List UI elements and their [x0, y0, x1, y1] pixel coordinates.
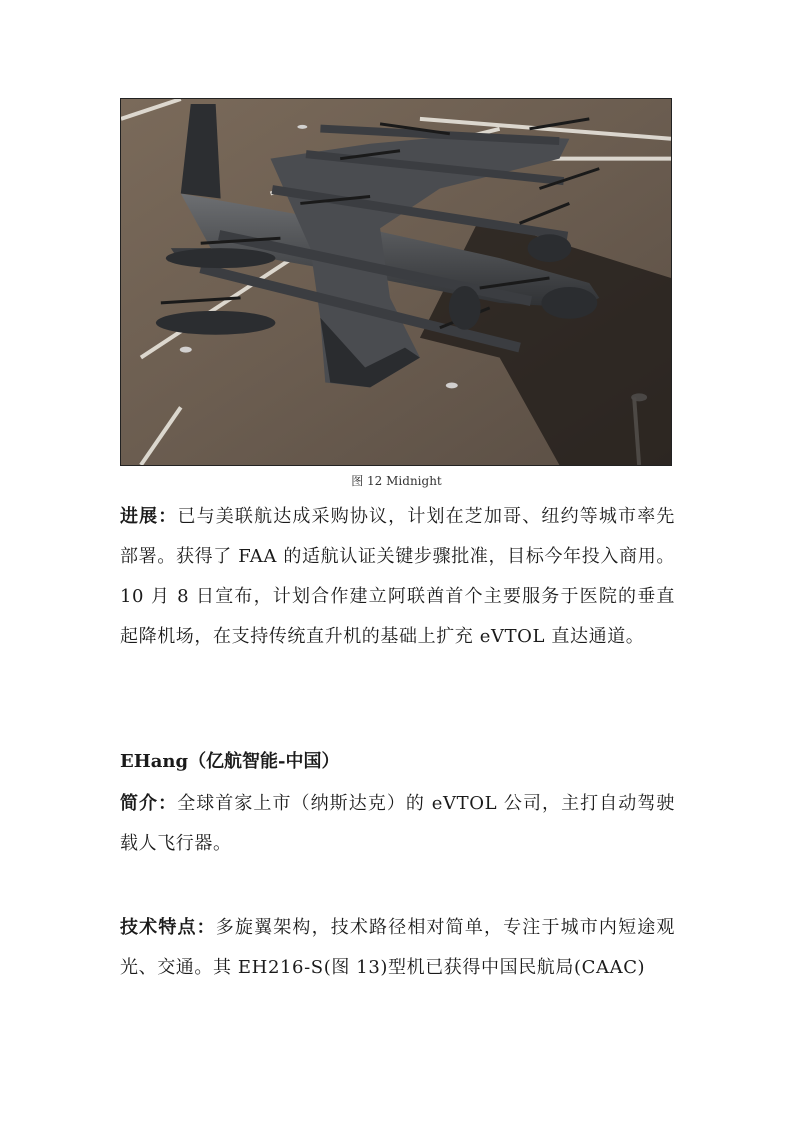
tech-label: 技术特点： — [120, 917, 216, 938]
intro-text: 全球首家上市（纳斯达克）的 eVTOL 公司，主打自动驾驶载人飞行器。 — [120, 793, 675, 854]
tech-text: 多旋翼架构，技术路径相对简单，专注于城市内短途观光、交通。其 EH216-S(图 13)型机已获得中国民航局(CAAC) — [120, 917, 676, 978]
aircraft-photo — [120, 98, 672, 466]
progress-label: 进展： — [120, 506, 178, 527]
midnight-aircraft-image — [121, 99, 671, 465]
figure-caption: 图 12 Midnight — [351, 474, 442, 488]
intro-label: 简介： — [120, 793, 178, 814]
progress-text: 已与美联航达成采购协议，计划在芝加哥、纽约等城市率先部署。获得了 FAA 的适航认证关键步骤批准，目标今年投入商用。10 月 8 日宣布，计划合作建立阿联酋首个主要服务于医院的垂直起降机场，在支持传统直升机的基础上扩充 eVTOL 直达通道。 — [120, 506, 675, 647]
intro-paragraph — [120, 784, 675, 864]
tech-paragraph — [120, 908, 675, 988]
section-heading: EHang（亿航智能-中国） — [120, 751, 340, 772]
progress-paragraph — [120, 497, 675, 657]
